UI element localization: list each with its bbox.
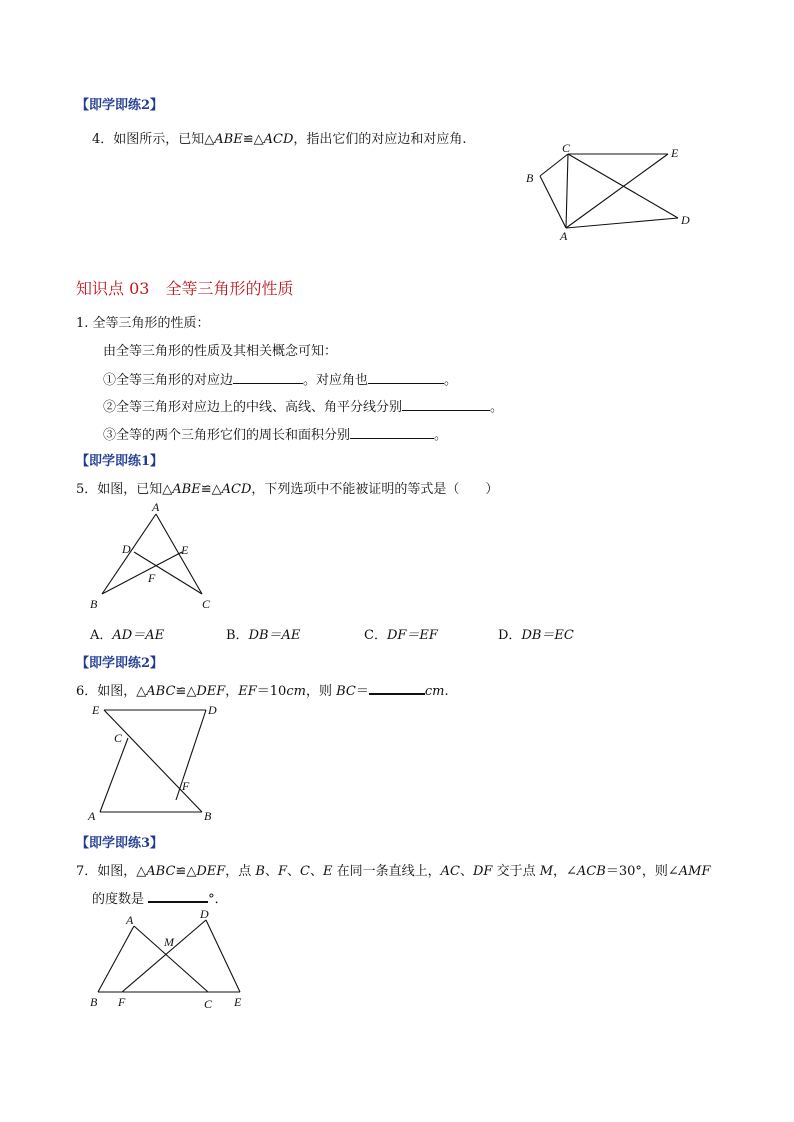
question-number: 5． [76,482,98,497]
point-label-F: F [182,779,190,793]
answer-blank[interactable] [402,398,490,411]
section-title: 知识点 03 全等三角形的性质 [76,279,294,298]
practice-tag: 【即学即练1】 [76,454,164,469]
answer-blank[interactable] [369,681,425,695]
point-label-A: A [560,229,568,242]
point-label-C: C [562,142,571,155]
question-7: 7．如图，△ABC≌△DEF，点 B、F、C、E 在同一条直线上，AC、DF 交于点 M，∠ACB＝30°，则∠AMF [76,864,711,879]
practice-tag: 【即学即练2】 [76,656,164,671]
segment-DF [182,710,206,782]
point-label-B: B [90,597,98,611]
point-label-E: E [671,146,679,160]
point-label-B: B [204,809,212,823]
option-d[interactable]: D．DB＝EC [498,628,574,643]
question-number: 7． [76,864,98,879]
point-label-A: A [152,500,160,514]
point-label-F: F [148,571,156,585]
segment-DF [122,920,206,992]
point-label-F: F [118,995,126,1009]
segment-AC [100,738,128,812]
figure-q7 [84,906,254,1012]
segment-BA [98,926,134,992]
question-number: 4． [92,132,114,147]
question-7-line-2: 的度数是 °． [92,888,228,907]
practice-tag: 【即学即练3】 [76,836,164,851]
question-6: 6．如图，△ABC≌△DEF，EF＝10cm，则 BC＝ cm. [76,680,449,699]
point-label-A: A [88,809,96,823]
properties-heading: 1. 全等三角形的性质： [76,316,210,331]
property-2: ②全等三角形对应边上的中线、高线、角平分线分别 。 [103,400,504,415]
option-b[interactable]: B．DB＝AE [226,628,301,643]
point-label-D: D [681,213,690,227]
segment-DE [206,920,240,992]
segment-CD [134,552,202,594]
answer-blank[interactable] [233,371,303,384]
segment-EB [104,710,202,812]
question-5: 5．如图，已知△ABE≌△ACD，下列选项中不能被证明的等式是（ ） [76,482,499,497]
properties-intro: 由全等三角形的性质及其相关概念可知： [103,344,338,359]
answer-blank[interactable] [350,426,434,439]
practice-tag: 【即学即练2】 [76,98,164,113]
answer-blank[interactable] [148,889,208,903]
property-1: ①全等三角形的对应边 。对应角也 。 [103,373,458,388]
question-number: 6． [76,684,98,699]
point-label-D: D [122,542,131,556]
point-label-C: C [202,597,211,611]
point-label-E: E [181,543,189,557]
point-label-D: D [200,907,209,921]
point-label-B: B [90,995,98,1009]
figure-q6 [84,700,224,824]
point-label-C: C [204,997,213,1011]
point-label-E: E [234,995,242,1009]
segment-CA [566,154,568,228]
figure-q4 [518,142,698,242]
property-3: ③全等的两个三角形它们的周长和面积分别 。 [103,428,448,443]
point-label-A: A [126,913,134,927]
segment-BE [102,552,182,594]
point-label-B: B [526,171,534,185]
point-label-D: D [208,703,217,717]
segment-AD [566,218,678,228]
point-label-M: M [164,935,174,949]
segment-BA [540,176,566,228]
segment-AE [566,154,668,228]
figure-q5 [84,498,224,614]
question-4: 4．如图所示，已知△ABE≌△ACD，指出它们的对应边和对应角. [92,132,467,147]
option-c[interactable]: C．DF＝EF [364,628,438,643]
point-label-E: E [92,703,100,717]
segment-BC [540,154,568,176]
option-a[interactable]: A．AD＝AE [90,628,165,643]
point-label-C: C [114,731,123,745]
answer-blank[interactable] [368,371,444,384]
